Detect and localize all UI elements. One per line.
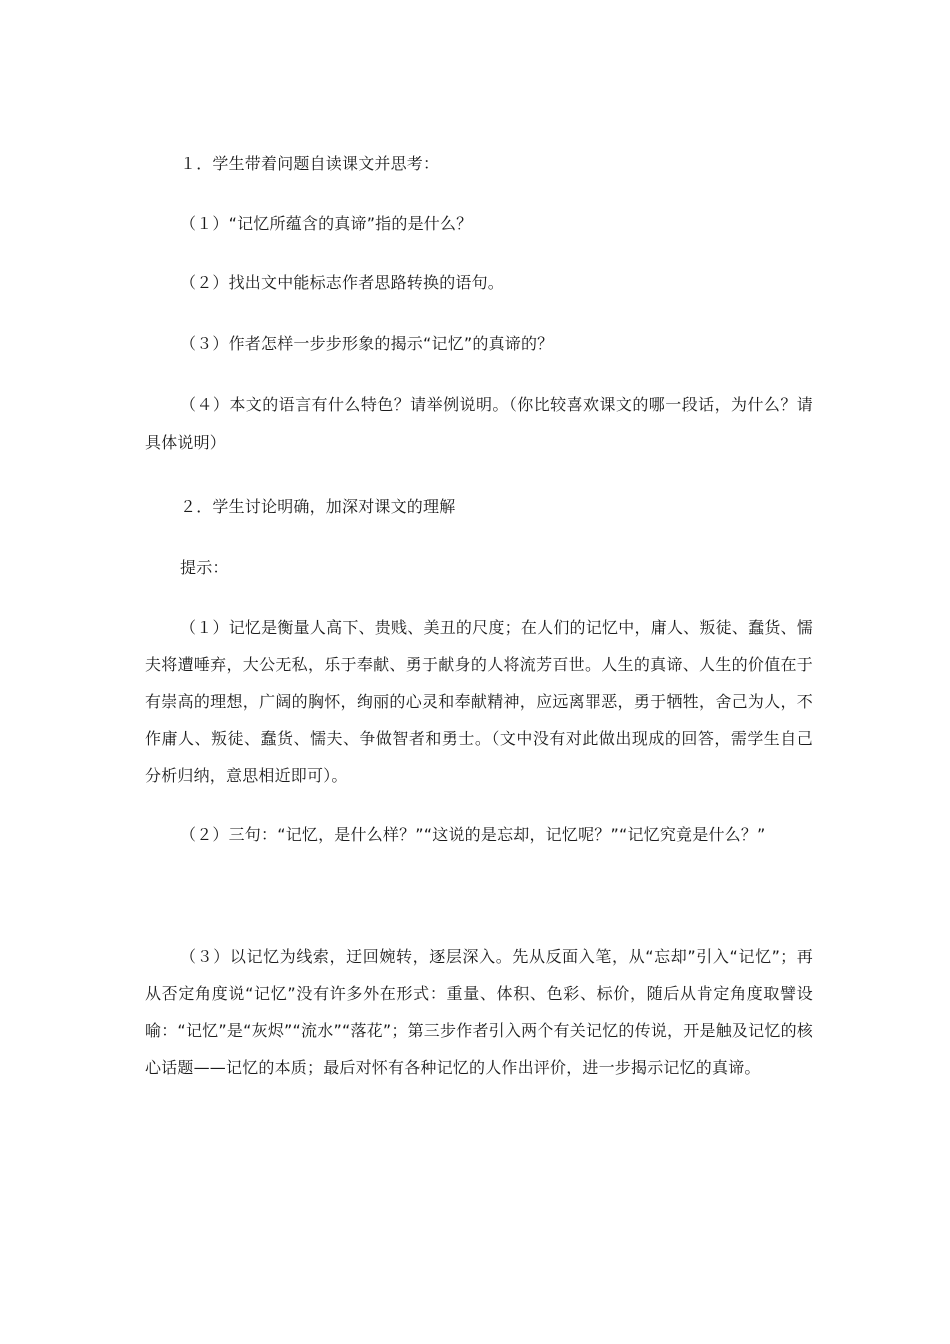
answer-1: （１）记忆是衡量人高下、贵贱、美丑的尺度；在人们的记忆中，庸人、叛徒、蠢货、懦夫将遭唾弃，大公无私，乐于奉献、勇于献身的人将流芳百世。人生的真谛、人生的价值在于有崇高的理想，广阔的胸怀，绚丽的心灵和奉献精神，应远离罪恶，勇于牺牲，舍己为人，不作庸人、叛徒、蠢货、懦夫、争做智者和勇士。（文中没有对此做出现成的回答，需学生自己分析归纳，意思相近即可）。 bbox=[145, 618, 813, 785]
step-2-heading: ２．学生讨论明确，加深对课文的理解 bbox=[180, 497, 456, 516]
question-4: （４）本文的语言有什么特色？请举例说明。（你比较喜欢课文的哪一段话，为什么？请具体说明） bbox=[145, 395, 813, 452]
question-3: （３）作者怎样一步步形象的揭示“记忆”的真谛的？ bbox=[180, 334, 554, 353]
question-2: （２）找出文中能标志作者思路转换的语句。 bbox=[180, 273, 505, 292]
question-1: （１）“记忆所蕴含的真谛”指的是什么？ bbox=[180, 214, 473, 233]
answer-2: （２）三句：“记忆，是什么样？”“这说的是忘却，记忆呢？”“记忆究竟是什么？” bbox=[180, 825, 766, 844]
answer-3: （３）以记忆为线索，迂回婉转，逐层深入。先从反面入笔，从“忘却”引入“记忆”；再从否定角度说“记忆”没有许多外在形式：重量、体积、色彩、标价，随后从肯定角度取譬设喻：“记忆”是“灰烬”“流水”“落花”；第三步作者引入两个有关记忆的传说，开是触及记忆的核心话题——记忆的本质；最后对怀有各种记忆的人作出评价，进一步揭示记忆的真谛。 bbox=[145, 947, 813, 1077]
step-1-heading: １．学生带着问题自读课文并思考： bbox=[180, 154, 440, 173]
hint-label: 提示： bbox=[180, 558, 229, 577]
